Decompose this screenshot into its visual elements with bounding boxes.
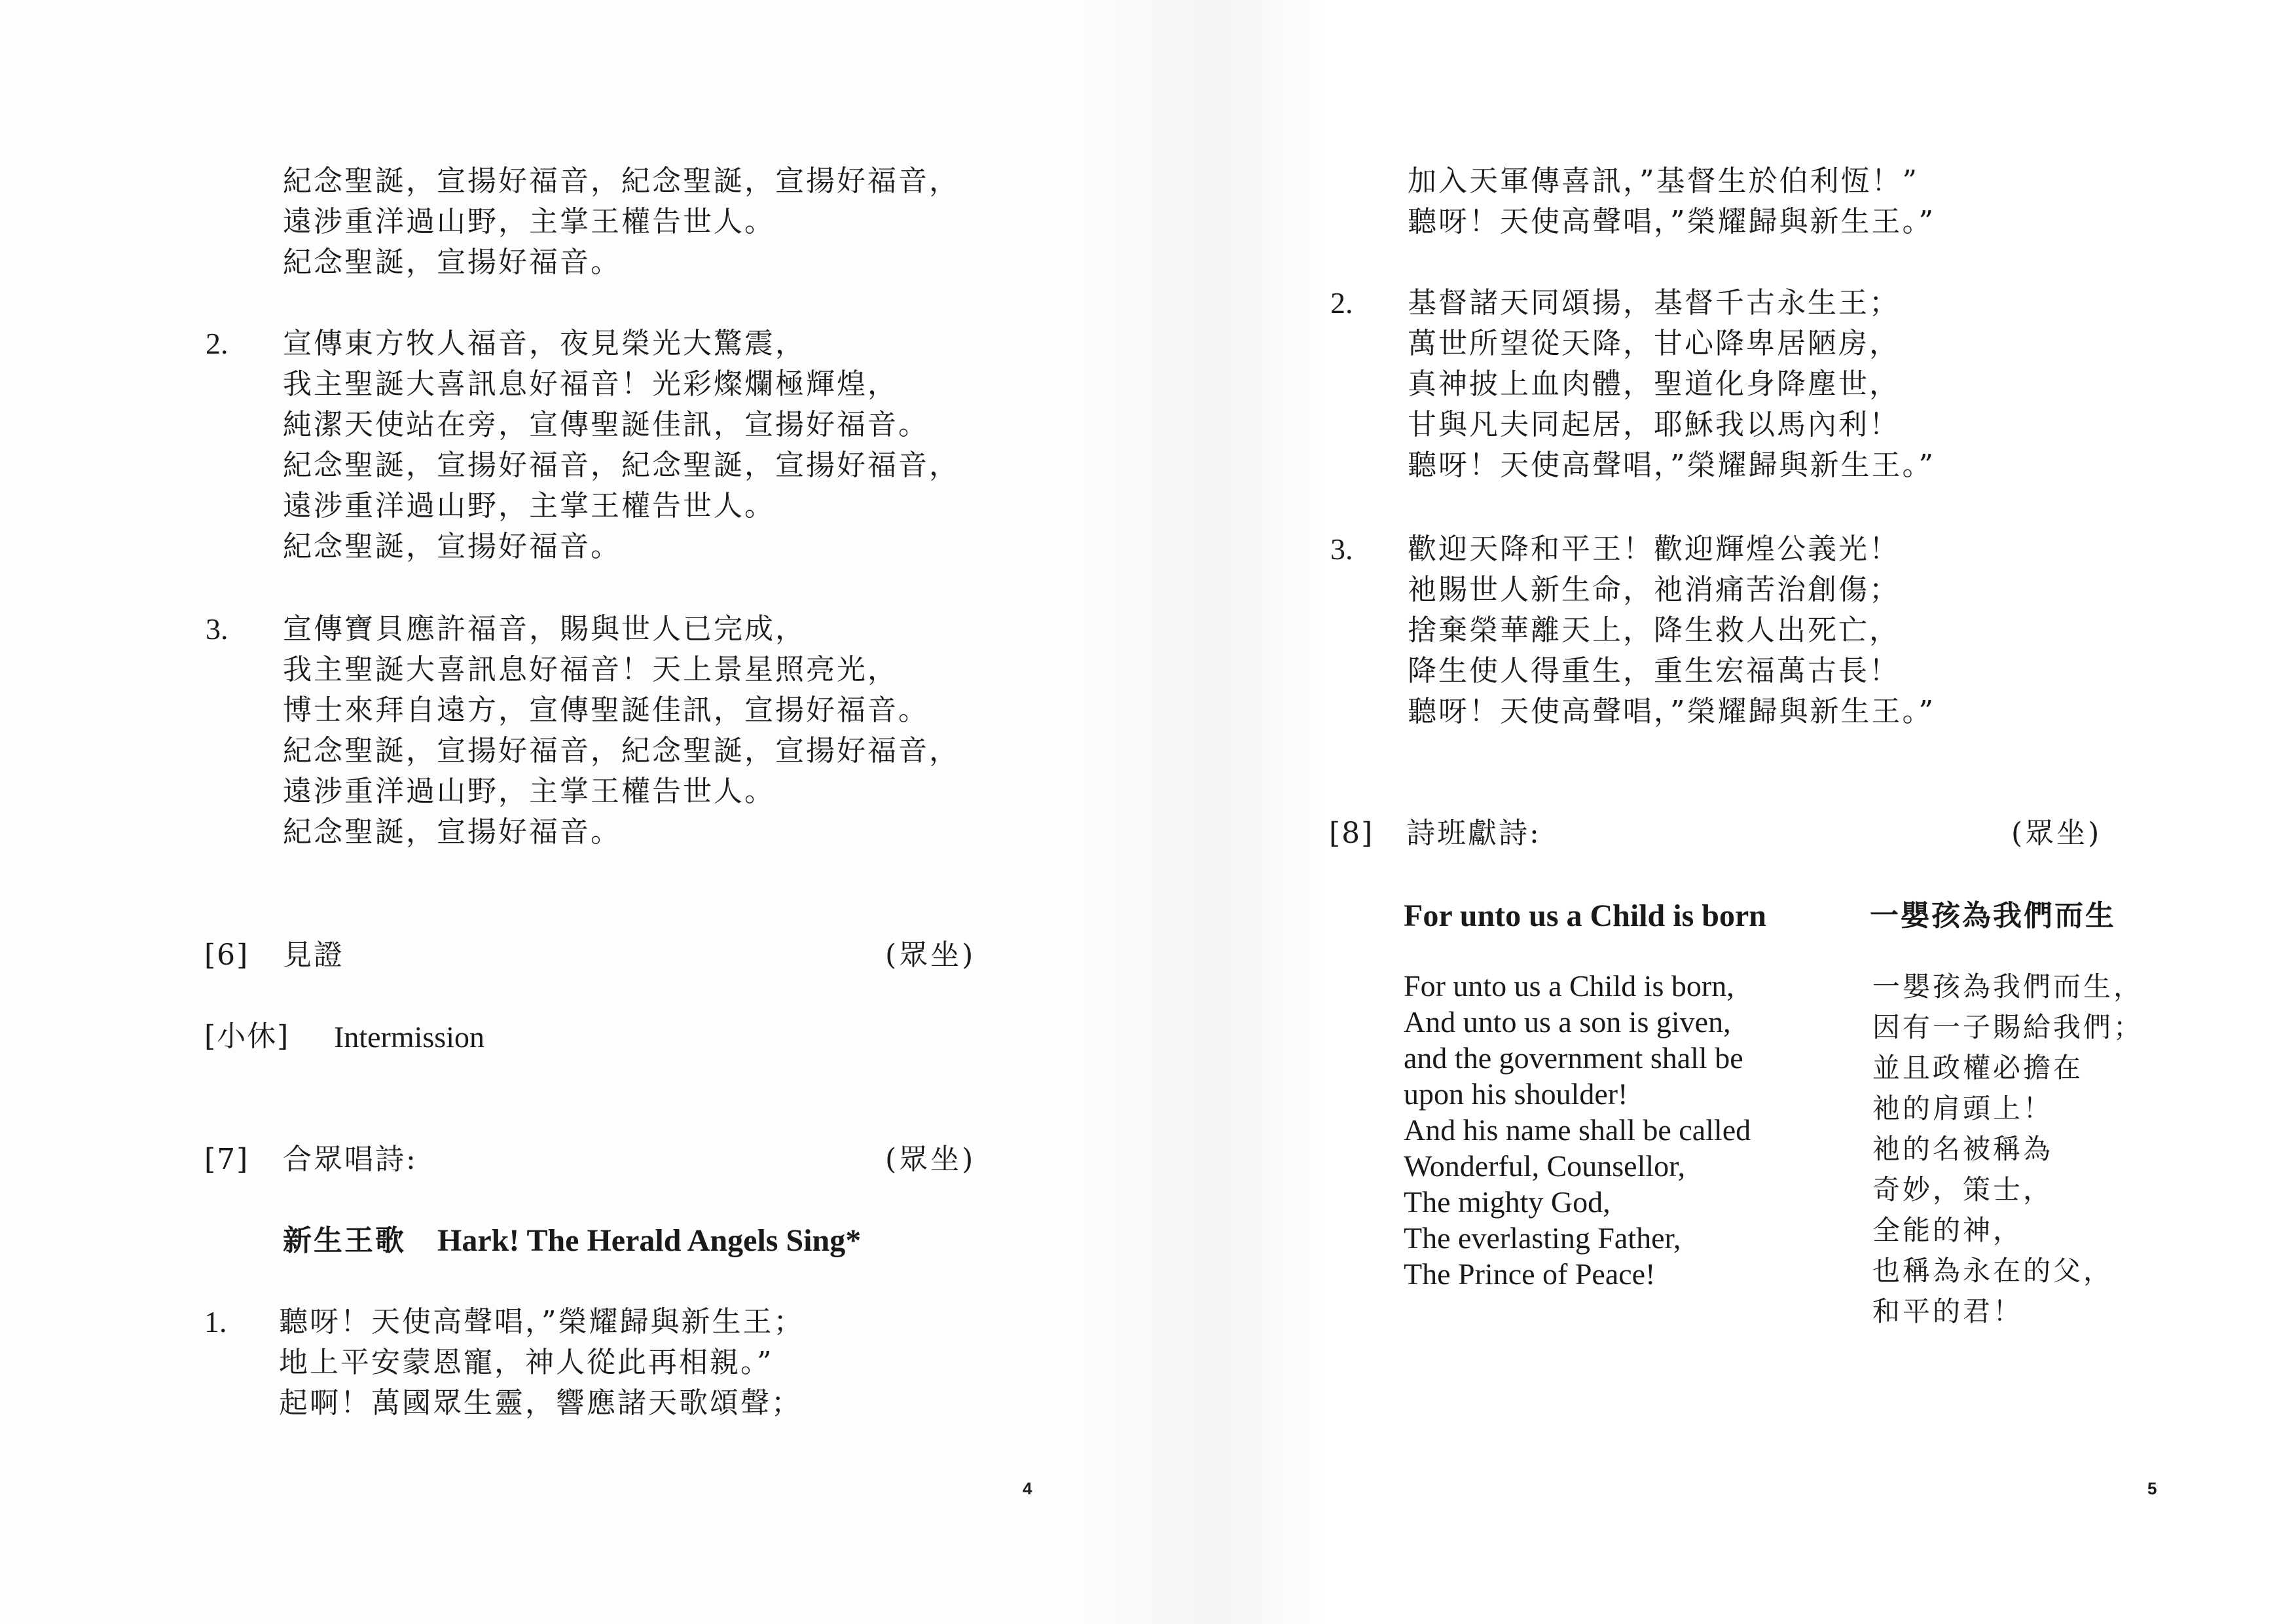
anthem-line-zh: 也稱為永在的父，: [1872, 1255, 2114, 1287]
hymn-title-en: Hark! The Herald Angels Sing*: [437, 1223, 862, 1258]
lyric-line: 紀念聖誕，宣揚好福音，紀念聖誕，宣揚好福音，: [283, 734, 960, 767]
right-page: [1322, 0, 2296, 1624]
lyric-line: 聽呀！天使高聲唱，”榮耀歸與新生王。”: [1408, 205, 1935, 238]
lyric-line: 宣傳東方牧人福音，夜見榮光大驚震，: [283, 327, 806, 360]
lyric-line: 聽呀！天使高聲唱，”榮耀歸與新生王；: [279, 1305, 805, 1338]
lyric-line: 博士來拜自遠方，宣傳聖誕佳訊，宣揚好福音。: [283, 693, 929, 727]
lyric-line: 捨棄榮華離天上，降生救人出死亡，: [1408, 614, 1900, 647]
posture-note: (眾坐): [885, 1143, 976, 1176]
anthem-line-en: For unto us a Child is born,: [1404, 969, 1734, 1003]
verse-number: 1.: [204, 1305, 227, 1338]
anthem-line-en: The mighty God,: [1404, 1185, 1611, 1219]
anthem-line-zh: 奇妙，策士，: [1872, 1173, 2054, 1206]
lyric-line: 起啊！萬國眾生靈，響應諸天歌頌聲；: [279, 1386, 802, 1420]
hymn-title-zh: 新生王歌: [283, 1224, 406, 1257]
posture-note: (眾坐): [885, 938, 976, 972]
lyric-line: 遠涉重洋過山野，主掌王權告世人。: [283, 489, 775, 523]
book-gutter: [1080, 0, 1322, 1624]
anthem-line-zh: 並且政權必擔在: [1872, 1052, 2084, 1084]
lyric-line: 降生使人得重生，重生宏福萬古長！: [1408, 654, 1900, 688]
left-page: [0, 0, 1080, 1624]
lyric-line: 遠涉重洋過山野，主掌王權告世人。: [283, 775, 775, 808]
item-title: 詩班獻詩:: [1406, 817, 1541, 850]
lyric-line: 我主聖誕大喜訊息好福音！天上景星照亮光，: [283, 653, 898, 686]
anthem-title-en: For unto us a Child is born: [1404, 898, 1766, 933]
anthem-line-en: And unto us a son is given,: [1404, 1005, 1731, 1039]
verse-number: 2.: [206, 327, 228, 360]
item-title: Intermission: [334, 1020, 484, 1054]
verse-number: 3.: [1330, 532, 1353, 566]
lyric-line: 純潔天使站在旁，宣傳聖誕佳訊，宣揚好福音。: [283, 408, 929, 441]
posture-note: (眾坐): [2011, 817, 2102, 850]
lyric-line: 我主聖誕大喜訊息好福音！光彩燦爛極輝煌，: [283, 367, 898, 401]
anthem-line-en: The everlasting Father,: [1404, 1221, 1681, 1255]
lyric-line: 甘與凡夫同起居，耶穌我以馬內利！: [1408, 408, 1900, 441]
anthem-line-zh: 祂的名被稱為: [1872, 1133, 2054, 1165]
lyric-line: 遠涉重洋過山野，主掌王權告世人。: [283, 205, 775, 238]
anthem-line-zh: 全能的神，: [1872, 1214, 2024, 1246]
verse-number: 3.: [206, 612, 228, 646]
lyric-line: 萬世所望從天降，甘心降卑居陋房，: [1408, 327, 1900, 360]
anthem-line-en: The Prince of Peace!: [1404, 1257, 1656, 1291]
verse-number: 2.: [1330, 286, 1353, 320]
anthem-line-en: Wonderful, Counsellor,: [1404, 1149, 1686, 1183]
item-tag: [小休]: [204, 1020, 290, 1053]
lyric-line: 聽呀！天使高聲唱，”榮耀歸與新生王。”: [1408, 449, 1935, 482]
anthem-line-en: upon his shoulder!: [1404, 1077, 1628, 1111]
lyric-line: 宣傳寶貝應許福音，賜與世人已完成，: [283, 612, 806, 646]
lyric-line: 紀念聖誕，宣揚好福音，紀念聖誕，宣揚好福音，: [283, 449, 960, 482]
anthem-title-zh: 一嬰孩為我們而生: [1870, 899, 2116, 932]
lyric-line: 紀念聖誕，宣揚好福音，紀念聖誕，宣揚好福音，: [283, 164, 960, 198]
lyric-line: 加入天軍傳喜訊，”基督生於伯利恆！”: [1408, 164, 1919, 198]
anthem-line-zh: 因有一子賜給我們；: [1872, 1011, 2144, 1043]
lyric-line: 基督諸天同頌揚，基督千古永生王；: [1408, 286, 1900, 320]
anthem-line-zh: 祂的肩頭上！: [1872, 1092, 2054, 1124]
lyric-line: 紀念聖誕，宣揚好福音。: [283, 815, 621, 849]
lyric-line: 祂賜世人新生命，祂消痛苦治創傷；: [1408, 573, 1900, 606]
page-number: 4: [1023, 1479, 1032, 1498]
lyric-line: 歡迎天降和平王！歡迎輝煌公義光！: [1408, 532, 1900, 566]
anthem-line-zh: 一嬰孩為我們而生，: [1872, 970, 2144, 1003]
lyric-line: 真神披上血肉體，聖道化身降塵世，: [1408, 367, 1900, 401]
item-tag: [8]: [1329, 817, 1374, 850]
lyric-line: 聽呀！天使高聲唱，”榮耀歸與新生王。”: [1408, 695, 1935, 728]
lyric-line: 紀念聖誕，宣揚好福音。: [283, 530, 621, 563]
lyric-line: 地上平安蒙恩寵，神人從此再相親。”: [279, 1346, 774, 1379]
item-tag: [7]: [204, 1143, 249, 1176]
item-title: 見證: [283, 938, 344, 972]
page-number: 5: [2147, 1479, 2157, 1498]
item-tag: [6]: [204, 938, 249, 972]
anthem-line-en: And his name shall be called: [1404, 1113, 1751, 1147]
item-title: 合眾唱詩:: [283, 1143, 418, 1176]
lyric-line: 紀念聖誕，宣揚好福音。: [283, 246, 621, 279]
anthem-line-zh: 和平的君！: [1872, 1295, 2024, 1327]
anthem-line-en: and the government shall be: [1404, 1041, 1743, 1075]
